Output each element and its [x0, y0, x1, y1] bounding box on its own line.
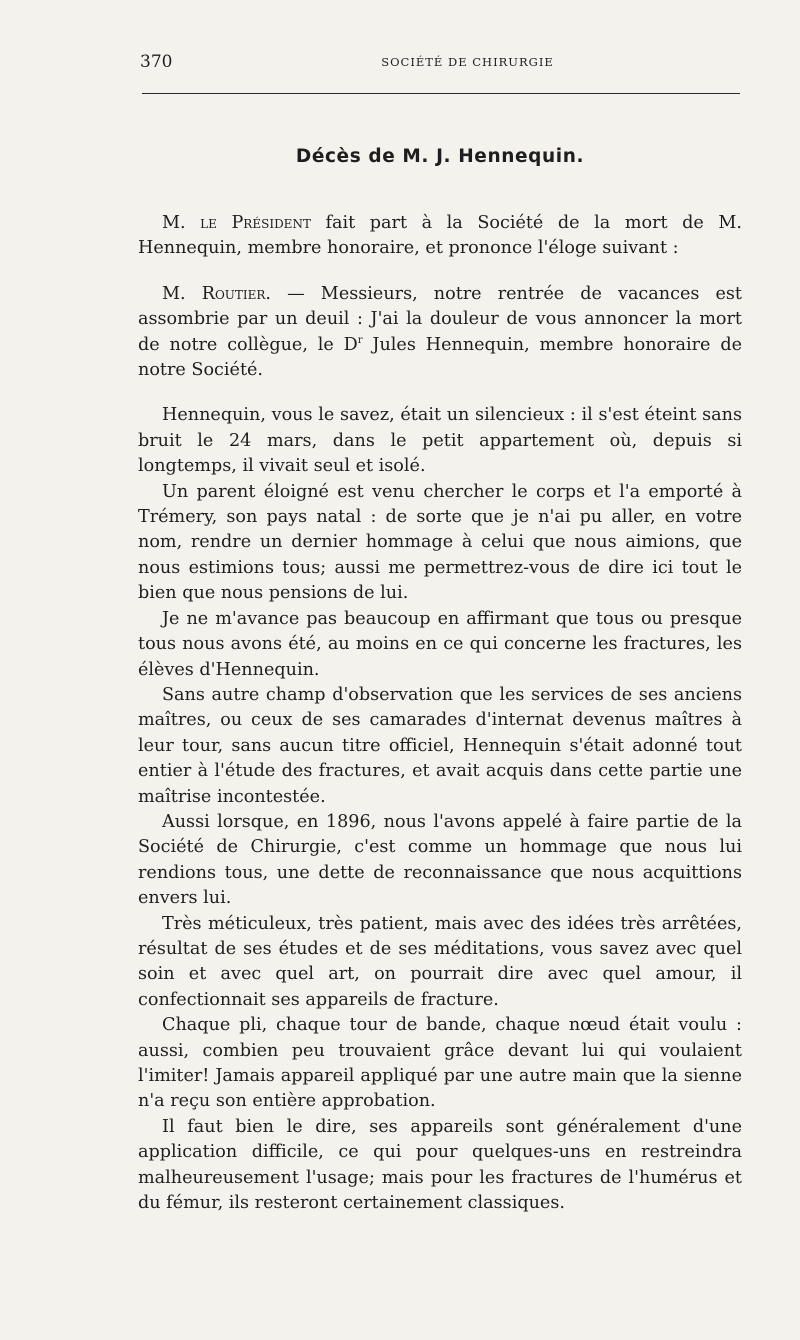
intro-text: fait part à la Société de la mort de M. Hennequin, membre honoraire, et prononce l'éloge suivant : [138, 213, 742, 259]
paragraph: Un parent éloigné est venu chercher le corps et l'a emporté à Trémery, son pays natal : de sorte que je n'ai pu aller, en votre nom, rendre un dernier hommage à celui que nous aimions, que nous estimions tous; aussi me permettrez-vous de dire ici tout le bien que nous pensions de lui. [138, 481, 742, 604]
paragraph: Je ne m'avance pas beaucoup en affirmant que tous ou presque tous nous avons été, au moins en ce qui concerne les fractures, les élèves d'Hennequin. [138, 608, 742, 680]
doctor-abbrev-sup: r [357, 334, 363, 346]
speech-speaker: M. Routier. [162, 283, 272, 304]
paragraph: Aussi lorsque, en 1896, nous l'avons appelé à faire partie de la Société de Chirurgie, c'est comme un hommage que nous lui rendions tous, une dette de reconnaissance que nous acquittions envers lui. [138, 811, 742, 909]
section-title: Décès de M. J. Hennequin. [295, 146, 585, 167]
paragraph: Hennequin, vous le savez, était un silencieux : il s'est éteint sans bruit le 24 mars, dans le petit appartement où, depuis si longtemps, il vivait seul et isolé. [138, 405, 742, 477]
paragraph: Il faut bien le dire, ses appareils sont généralement d'une application difficile, ce qui pour quelques-uns en restreindra malheureusement l'usage; mais pour les fractures de l'humérus et du fémur, ils resteront certainement classiques. [138, 1116, 742, 1214]
running-head [140, 52, 740, 76]
intro-paragraph [138, 211, 742, 262]
speech-opening [138, 282, 742, 384]
paragraph: Sans autre champ d'observation que les services de ses anciens maîtres, ou ceux de ses camarades d'internat devenus maîtres à leur tour, sans aucun titre officiel, Hennequin s'était adonné tout entier à l'étude des fractures, et avait acquis dans cette partie une maîtrise incontestée. [138, 684, 742, 807]
paragraph: Chaque pli, chaque tour de bande, chaque nœud était voulu : aussi, combien peu trouvaient grâce devant lui qui voulaient l'imiter! Jamais appareil appliqué par une autre main que la sienne n'a reçu son entière approbation. [138, 1015, 742, 1112]
speaker-title: Président [231, 213, 311, 233]
page-number: 370 [140, 52, 173, 72]
body-text [138, 211, 742, 1216]
speaker-prefix: M. le [162, 213, 232, 233]
header-rule [142, 93, 740, 94]
journal-title: SOCIÉTÉ DE CHIRURGIE [381, 55, 554, 69]
speech-text-2: Jules Hennequin, membre honoraire de notre Société. [138, 334, 743, 381]
speech-text-1: — Messieurs, notre rentrée de vacances est assombrie par un deuil : J'ai la douleur de vous annoncer la mort de notre collègue, le D [138, 283, 743, 355]
paragraph: Très méticuleux, très patient, mais avec des idées très arrêtées, résultat de ses études et de ses méditations, vous savez avec quel soin et avec quel art, on pourrait dire avec quel amour, il confectionnait ses appareils de fracture. [138, 913, 742, 1010]
